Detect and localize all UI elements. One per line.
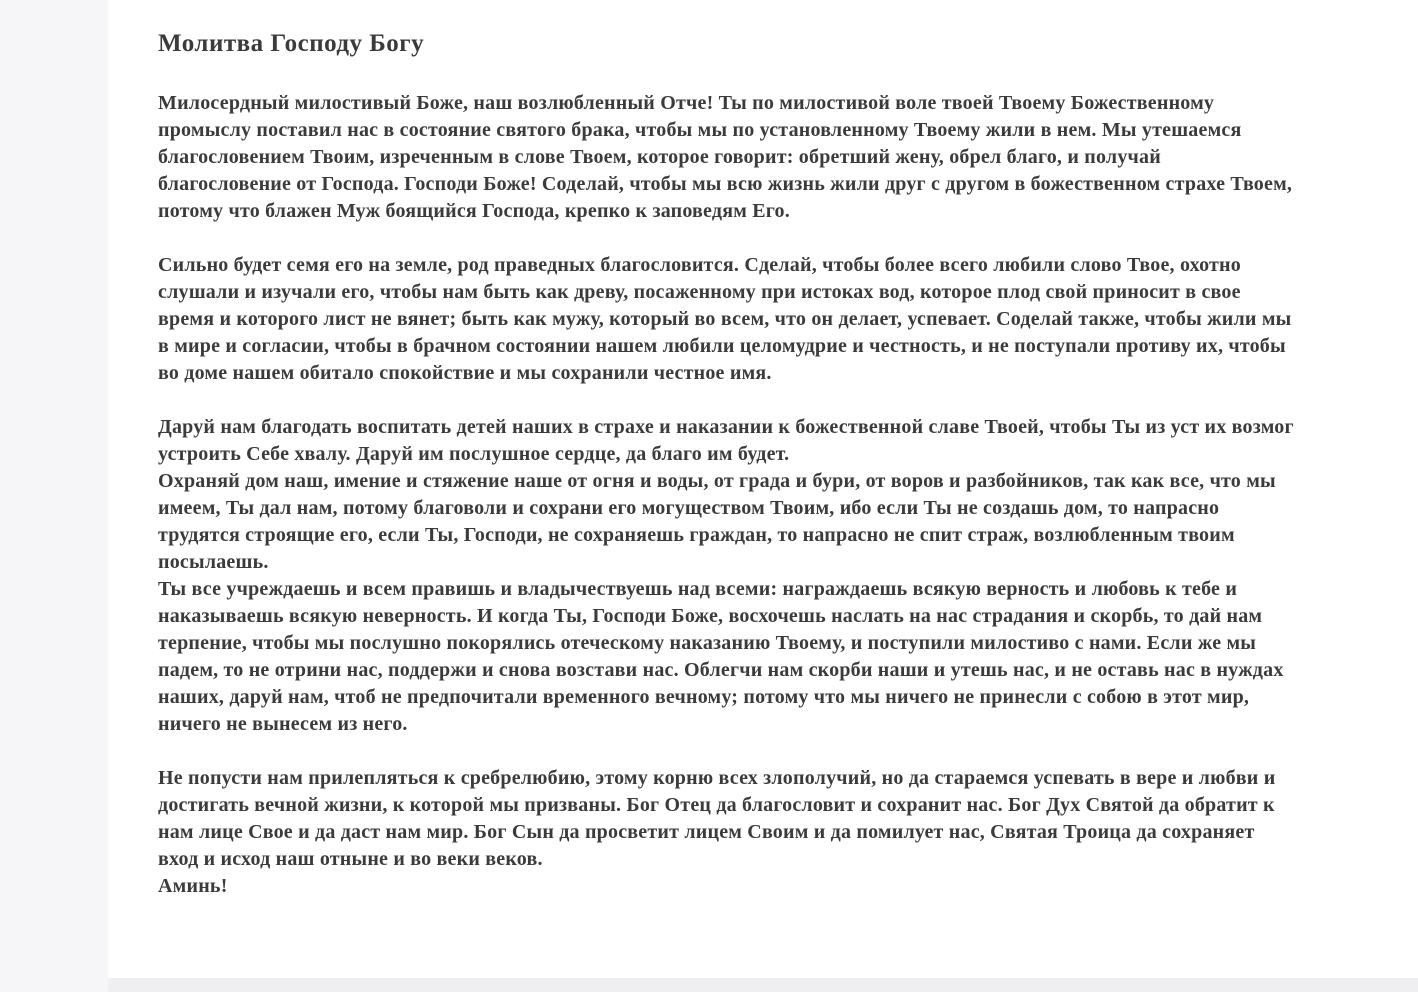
text-segment: Милосердный милостивый Боже, наш возлюбленный Отче! Ты по милостивой воле твоей Твоему Божественному промыслу поставил нас в состояние святого брака, чтобы мы по установленному Твоему жили в нем. Мы утешаемся благословением Твоим, изреченным в слове Твоем, которое говорит: обретший жену, обрел благо, и получай благословение от Господа. Господи Боже! Соделай, чтобы мы всю жизнь жили друг с другом в божественном страхе Твоем, потому что блажен Муж боящийся Господа, крепко к заповедям Его. [158, 92, 1293, 222]
text-segment: Охраняй дом наш, имение и стяжение наше от огня и воды, от града и бури, от воров и разбойников, так как все, что мы имеем, Ты дал нам, потому благоволи и сохрани его могуществом Твоим, ибо если Ты не создашь дом, то напрасно трудятся строящие его, если Ты, Господи, не сохраняешь граждан, то напрасно не спит страж, возлюбленным твоим посылаешь. [158, 470, 1276, 573]
text-segment: Аминь! [158, 875, 228, 897]
paragraph [158, 252, 1296, 387]
text-segment: Ты все учреждаешь и всем правишь и владычествуешь над всеми: награждаешь всякую верность и любовь к тебе и наказываешь всякую неверность. И когда Ты, Господи Боже, восхочешь наслать на нас страдания и скорбь, то дай нам терпение, чтобы мы послушно покорялись отеческому наказанию Твоему, и поступили милостиво с нами. Если же мы падем, то не отрини нас, поддержи и снова возстави нас. Облегчи нам скорби наши и утешь нас, и не оставь нас в нуждах наших, даруй нам, чтоб не предпочитали временного вечному; потому что мы ничего не принесли с собою в этот мир, ничего не вынесем из него. [158, 578, 1284, 735]
bottom-strip [108, 978, 1418, 992]
text-segment: Даруй нам благодать воспитать детей наших в страхе и наказании к божественной славе Твоей, чтобы Ты из уст их возмог устроить Себе хвалу. Даруй им послушное сердце, да благо им будет. [158, 416, 1294, 465]
document-panel [108, 0, 1418, 978]
page-title: Молитва Господу Богу [158, 30, 425, 57]
text-segment: Не попусти нам прилепляться к сребрелюбию, этому корню всех злополучий, но да стараемся успевать в вере и любви и достигать вечной жизни, к которой мы призваны. Бог Отец да благословит и сохранит нас. Бог Дух Святой да обратит к нам лице Свое и да даст нам мир. Бог Сын да просветит лицем Своим и да помилует нас, Святая Троица да сохраняет вход и исход наш отныне и во веки веков. [158, 767, 1276, 870]
prayer-text [158, 90, 1296, 900]
text-segment: Сильно будет семя его на земле, род праведных благословится. Сделай, чтобы более всего любили слово Твое, охотно слушали и изучали его, чтобы нам быть как древу, посаженному при истоках вод, которое плод свой приносит в свое время и которого лист не вянет; быть как мужу, который во всем, что он делает, успевает. Соделай также, чтобы жили мы в мире и согласии, чтобы в брачном состоянии нашем любили целомудрие и честность, и не поступали противу их, чтобы во доме нашем обитало спокойствие и мы сохранили честное имя. [158, 254, 1292, 384]
paragraph [158, 414, 1296, 738]
paragraph [158, 90, 1296, 225]
paragraph [158, 765, 1296, 900]
